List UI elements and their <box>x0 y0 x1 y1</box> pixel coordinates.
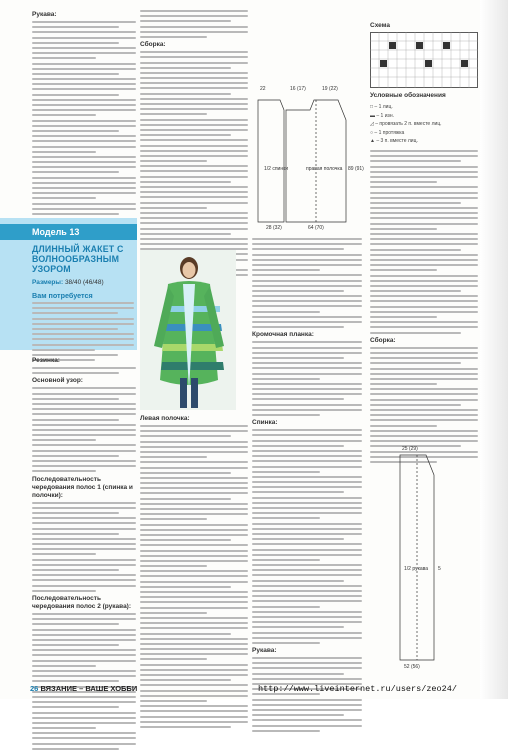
section-kraevaya: Кромочная планка: <box>252 331 314 339</box>
materials-list <box>32 302 134 348</box>
dim-side-0: 89 (91) <box>348 166 364 172</box>
page-footer <box>30 684 137 693</box>
materials-header: Вам потребуется <box>32 291 93 300</box>
sleeve-pattern <box>370 440 478 670</box>
section-osnovnoy: Основной узор: <box>32 377 83 385</box>
legend-item: □ – 1 лиц. <box>370 104 393 110</box>
pattern-diagram-top <box>250 80 362 230</box>
column-1-top <box>32 10 136 215</box>
stitch-schema <box>370 32 478 88</box>
schema-title: Схема <box>370 22 391 29</box>
dim-bottom-1: 52 (56) <box>404 664 420 670</box>
dim-top-5: 25 (29) <box>402 446 418 452</box>
k2tog-symbol-icon: ◿ <box>370 121 376 127</box>
section-posledovatelnost-2: Последовательность чередования полос 2 (рукава): <box>32 594 132 610</box>
page-binding-shadow <box>480 0 508 699</box>
model-sizes <box>32 279 136 287</box>
pattern-diagram-sleeve <box>370 440 478 670</box>
column-2-top <box>140 10 248 242</box>
sizes-value: 38/40 (46/48) <box>64 279 104 286</box>
section-reglan: Рукава: <box>32 11 57 18</box>
column-4 <box>370 150 478 410</box>
running-title: ВЯЗАНИЕ – ВАШЕ ХОББИ <box>40 684 138 693</box>
section-posledovatelnost-1: Последовательность чередования полос 1 (спинка и полочки): <box>32 475 133 499</box>
dim-top-0: 22 <box>260 86 266 92</box>
column-1-bottom <box>32 356 136 676</box>
column-3 <box>252 238 362 678</box>
jacket-photo-illustration <box>140 250 236 410</box>
legend-list <box>370 103 478 146</box>
section-spinka: Спинка: <box>252 419 278 427</box>
dim-bottom-0: 64 (70) <box>308 225 324 231</box>
yarn-over-symbol-icon: ○ <box>370 129 375 136</box>
sizes-label: Размеры: <box>32 279 64 286</box>
legend-item: ○ – 1 протяжка <box>370 129 405 136</box>
section-zagotovka: Сборка: <box>140 41 166 49</box>
section-rezinka: Резинка: <box>32 357 60 364</box>
legend-item: ◿ – провязать 2 п. вместе лиц. <box>370 121 442 127</box>
sleeve-label: 1/2 рукава <box>404 566 429 572</box>
dim-top-1: 16 (17) <box>290 86 306 92</box>
column-2-bottom <box>140 414 248 676</box>
section-levaya-polochka: Левая полочка: <box>140 415 190 422</box>
section-rukava-2: Рукава: <box>252 647 277 655</box>
knit-symbol-icon: □ <box>370 104 375 110</box>
dim-side-3: 5 <box>438 566 441 572</box>
pattern-label-3: правая полочка <box>306 166 343 172</box>
dim-bottom-2: 28 (32) <box>266 225 282 231</box>
purl-symbol-icon: ▬ <box>370 112 377 119</box>
pattern-label-0: 1/2 спинки <box>264 166 289 172</box>
legend-item: ▬ – 1 изн. <box>370 112 394 119</box>
watermark-url[interactable]: http://www.liveinternet.ru/users/zeo24/ <box>258 684 457 694</box>
back-and-sleeve-pattern <box>250 80 362 230</box>
model-label: Модель 13 <box>32 227 80 237</box>
page-number: 26 <box>30 684 39 693</box>
legend-title: Условные обозначения <box>370 92 446 99</box>
k3tog-symbol-icon: ▲ <box>370 138 377 144</box>
model-title: ДЛИННЫЙ ЖАКЕТ С ВОЛНООБРАЗНЫМ УЗОРОМ <box>32 244 124 274</box>
legend-item: ▲ – 3 п. вместе лиц. <box>370 138 418 144</box>
stitch-chart-grid <box>370 32 478 88</box>
dim-top-3: 19 (22) <box>322 86 338 92</box>
section-sborka-2: Сборка: <box>370 336 396 344</box>
model-photo <box>140 250 236 410</box>
